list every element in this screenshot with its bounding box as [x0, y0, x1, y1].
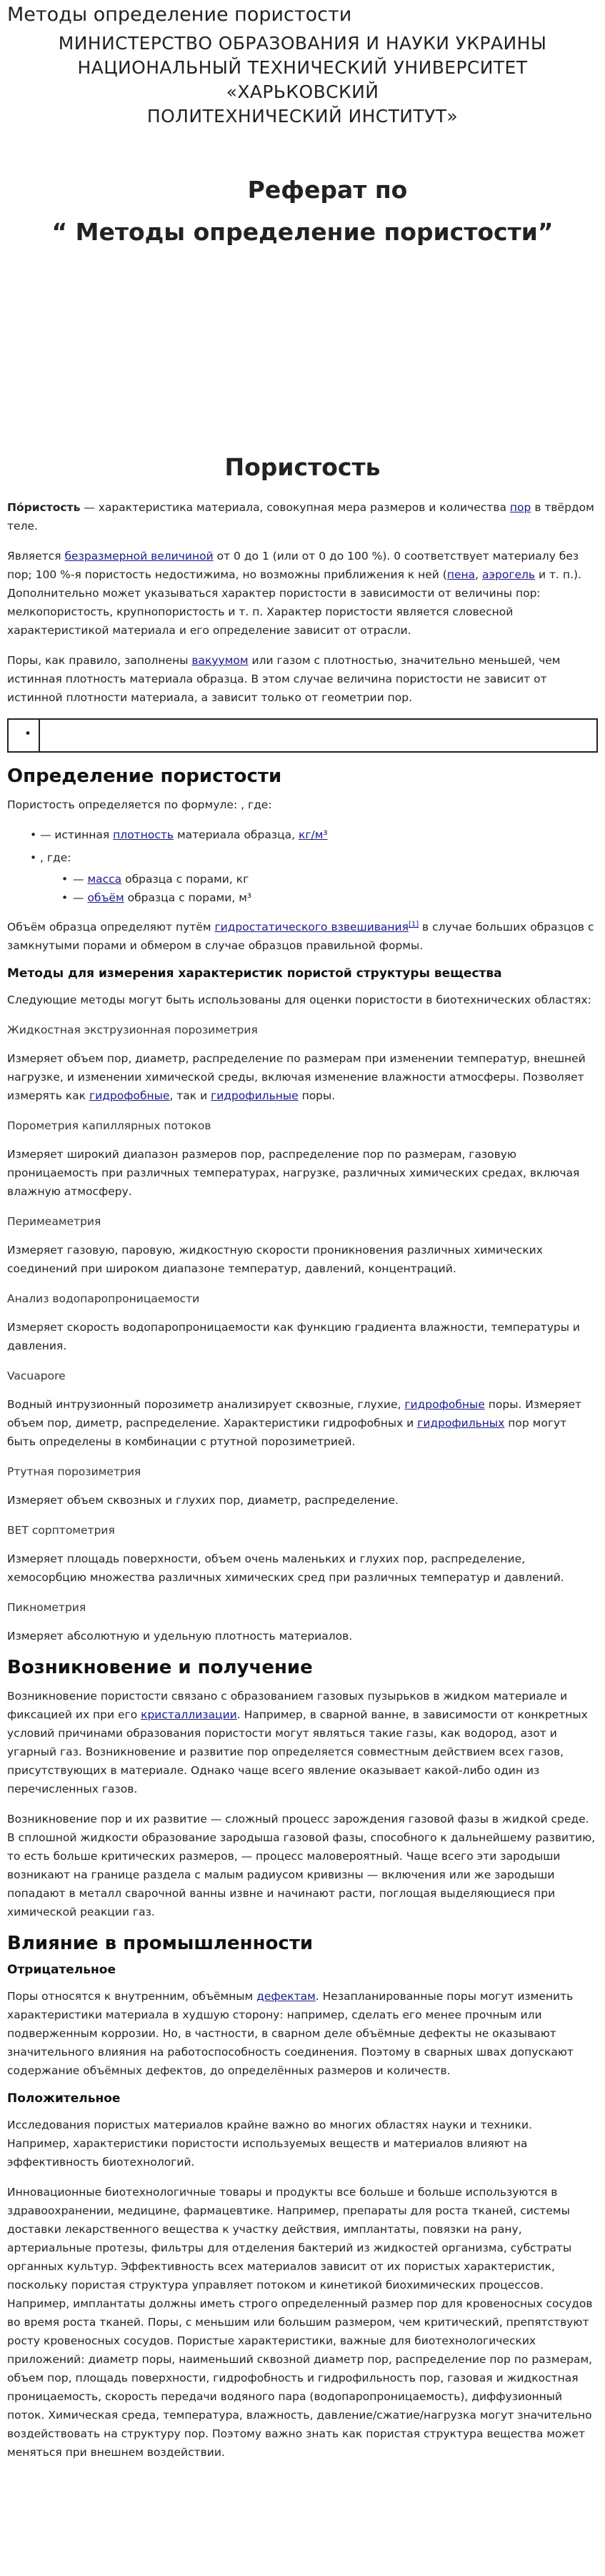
link-mass[interactable]: масса [87, 873, 122, 886]
link-hydrophobic[interactable]: гидрофобные [89, 1089, 170, 1103]
method-description: Измеряет абсолютную и удельную плотность материалов. [7, 1630, 353, 1643]
positive-paragraph-1: Исследования пористых материалов крайне важно во многих областях науки и техники. Например, характеристики пористости используемых веществ и материалов влияют на эффективность биотехнологий. [7, 2119, 532, 2169]
negative-paragraph [7, 1987, 598, 2080]
table-divider [39, 720, 40, 751]
method-description: Измеряет широкий диапазон размеров пор, распределение пор по размерам, газовую проницаемость при различных температурах, нагрузке, различных химических средах, включая влажную атмосферу. [7, 1148, 580, 1199]
origin-heading: Возникновение и получение [7, 1657, 313, 1679]
text-span: в случае больших образцов с замкнутыми порами и обмером в случае образцов правильной формы. [7, 921, 594, 953]
list-item [40, 848, 598, 907]
method-title: Анализ водопаропроницаемости [7, 1292, 200, 1306]
footnote-link[interactable]: [1] [408, 921, 419, 928]
text-span: Возникновение пористости связано с образованием газовых пузырьков в жидком материале и фиксацией их при его [7, 1690, 568, 1722]
text-span: — [73, 891, 88, 904]
porosity-heading: Пористость [224, 453, 381, 481]
method-description [7, 1049, 598, 1105]
report-label: Реферат по [247, 176, 408, 204]
method-title: BET сорптометрия [7, 1524, 115, 1537]
text-span: , где: [40, 851, 71, 864]
list-item [73, 870, 598, 888]
text-span: Поры, как правило, заполнены [7, 654, 192, 667]
text-span: Объём образца определяют путём [7, 921, 215, 934]
text-span: материала образца, [174, 828, 299, 841]
text-span: или газом с плотностью, значительно меньшей, чем истинная плотность материала образца. В этом случае величина пористости не зависит от истинной плотности материала, а зависит только от геометрии пор. [7, 654, 561, 704]
link-aerogel[interactable]: аэрогель [482, 568, 536, 581]
link-volume[interactable]: объём [87, 891, 124, 904]
link-crystallization[interactable]: кристаллизации [141, 1708, 237, 1722]
link-vacuum[interactable]: вакуумом [191, 654, 249, 667]
link-dimensionless[interactable]: безразмерной величиной [64, 550, 214, 563]
porosity-term: По́ристость [7, 501, 81, 514]
positive-subheading: Положительное [7, 2091, 121, 2106]
text-span: — [73, 873, 88, 886]
method-title: Ртутная порозиметрия [7, 1465, 141, 1479]
industry-heading: Влияние в промышленности [7, 1933, 314, 1955]
formula-table [7, 718, 598, 753]
link-kg-m3[interactable]: кг/м³ [298, 828, 328, 841]
method-description [7, 1395, 598, 1451]
porosity-paragraph-3 [7, 651, 598, 707]
link-foam[interactable]: пена [446, 568, 476, 581]
text-span: и т. п.). Дополнительно может указываться характер пористости в зависимости от величины пор: мелкопористость, крупнопористость и т. п. Характер пористости является словесной характеристикой материала и его определение зависит от отрасли. [7, 568, 581, 637]
text-span: , так и [169, 1089, 211, 1103]
text-span: поры. [298, 1089, 336, 1103]
method-title: Vacuapore [7, 1369, 66, 1383]
link-hydrophilic[interactable]: гидрофильных [417, 1417, 505, 1430]
method-description: Измеряет площадь поверхности, объем очень маленьких и глухих пор, распределение, хемосорбцию множества различных химических сред при различных температур и давлений. [7, 1552, 564, 1585]
porosity-paragraph-1 [7, 498, 598, 535]
origin-paragraph-1 [7, 1687, 598, 1798]
link-density[interactable]: плотность [113, 828, 174, 841]
list-item [73, 888, 598, 907]
text-span: в твёрдом теле. [7, 501, 594, 532]
text-span: Является [7, 550, 65, 563]
link-pores[interactable]: пор [509, 501, 531, 514]
text-span: — характеристика материала, совокупная мера размеров и количества [80, 501, 510, 514]
method-title: Перимеаметрия [7, 1215, 101, 1229]
text-span: от 0 до 1 (или от 0 до 100 %). 0 соответствует материалу без пор; 100 %-я пористость недостижима, но возможны приближения к ней ( [7, 550, 579, 581]
methods-intro: Следующие методы могут быть использованы для оценки пористости в биотехнических областях: [7, 994, 591, 1007]
text-span: пор могут быть определены в комбинации с ртутной порозиметрией. [7, 1417, 567, 1449]
list-item [40, 826, 598, 844]
institution-line-3: ПОЛИТЕХНИЧЕСКИЙ ИНСТИТУТ» [146, 106, 459, 127]
link-defects[interactable]: дефектам [256, 1990, 316, 2003]
text-span: Измеряет объем пор, диаметр, распределение по размерам при изменении температур, внешней нагрузке, и изменении химической среды, включая изменение влажности атмосферы. Позволяет измерять как [7, 1052, 586, 1103]
text-span: . Незапланированные поры могут изменить характеристики материала в худшую сторону: например, сделать его менее прочным или подверженным коррозии. Но, в частности, в сварном деле объёмные дефекты не оказывают значительного влияния на работоспособность соединения. Поэтому в сварных швах допускают содержание объёмных дефектов, до определённых размеров и количеств. [7, 1990, 574, 2078]
report-topic: “ Методы определение пористости” [51, 218, 554, 246]
formula-legend-list [7, 826, 598, 907]
method-title: Пикнометрия [7, 1601, 86, 1615]
method-description: Измеряет газовую, паровую, жидкостную скорости проникновения различных химических соединений при широком диапазоне температур, давлений, концентраций. [7, 1244, 543, 1276]
text-span: Поры относятся к внутренним, объёмным [7, 1990, 257, 2003]
definition-intro: Пористость определяется по формуле: , где: [7, 798, 272, 811]
volume-paragraph [7, 916, 598, 955]
methods-heading: Методы для измерения характеристик пористой структуры вещества [7, 966, 502, 981]
definition-heading: Определение пористости [7, 766, 282, 787]
institution-line-1: МИНИСТЕРСТВО ОБРАЗОВАНИЯ И НАУКИ УКРАИНЫ [58, 33, 547, 54]
method-description: Измеряет объем сквозных и глухих пор, диаметр, распределение. [7, 1494, 399, 1507]
bullet-icon: • [24, 727, 32, 741]
positive-paragraph-2: Инновационные биотехнологичные товары и продукты все больше и больше используются в здравоохранении, медицине, фармацевтике. Например, препараты для роста тканей, системы доставки лекарственного вещества к участку действия, имплантаты, повязки на рану, артериальные протезы, фильтры для отделения бактерий из жидкостей организма, субстраты органных культур. Эффективность всех материалов зависит от их пористых характеристик, поскольку пористая структура управляет потоком и кинетикой биохимических процессов. Например, имплантаты должны иметь строго определенный размер пор для кровеносных сосудов во время роста тканей. Поры, с меньшим или большим размером, чем критический, препятствуют росту кровеносных сосудов. Пористые характеристики, важные для биотехнологических приложений: диаметр поры, наименьший сквозной диаметр пор, распределение пор по размерам, объем пор, площадь поверхности, гидрофобность и гидрофильность пор, газовая и жидкостная проницаемость, скорость передачи водяного пара (водопаропроницаемость), диффузионный поток. Химическая среда, температура, влажность, давление/сжатие/нагрузка могут значительно воздействовать на структуру пор. Поэтому важно знать как пористая структура вещества может меняться при внешнем воздействии. [7, 2186, 593, 2459]
origin-paragraph-2: Возникновение пор и их развитие — сложный процесс зарождения газовой фазы в жидкой среде. В сплошной жидкости образование зародыша газовой фазы, способного к дальнейшему развитию, то есть больше критических размеров, — процесс маловероятный. Чаще всего эти зародыши возникают на границе раздела с малым радиусом кривизны — включения или же зародыши попадают в металл сварочной ванны извне и начинают расти, поглощая выделяющиеся при химической реакции газ. [7, 1813, 596, 1919]
text-span: — истинная [40, 828, 114, 841]
method-title: Жидкостная экструзионная порозиметрия [7, 1024, 258, 1037]
link-hydrophobic[interactable]: гидрофобные [404, 1398, 485, 1412]
method-title: Порометрия капиллярных потоков [7, 1119, 211, 1133]
negative-subheading: Отрицательное [7, 1963, 116, 1978]
text-span: . Например, в сварной ванне, в зависимости от конкретных условий причинами образования пористости могут являться такие газы, как водород, азот и угарный газ. Возникновение и развитие пор определяется совместным действием всех газов, присутствующих в материале. Однако чаще всего явление оказывает какой-либо один из перечисленных газов. [7, 1708, 588, 1796]
text-span: Водный интрузионный порозиметр анализирует сквозные, глухие, [7, 1398, 405, 1412]
document-title: Методы определение пористости [7, 4, 352, 26]
text-span: образца с порами, м³ [124, 891, 252, 904]
text-span: поры. Измеряет объем пор, диметр, распределение. Характеристики гидрофобных и [7, 1398, 582, 1430]
text-span: образца с порами, кг [121, 873, 249, 886]
sub-list [40, 870, 598, 907]
title-page-spacer [7, 246, 598, 453]
method-description: Измеряет скорость водопаропроницаемости как функцию градиента влажности, температуры и давления. [7, 1321, 580, 1353]
institution-line-2: НАЦИОНАЛЬНЫЙ ТЕХНИЧЕСКИЙ УНИВЕРСИТЕТ «ХАРЬКОВСКИЙ [77, 57, 528, 102]
porosity-paragraph-2 [7, 547, 598, 640]
link-hydrostatic-weighing[interactable]: гидростатического взвешивания [214, 921, 409, 934]
link-hydrophilic[interactable]: гидрофильные [211, 1089, 299, 1103]
text-span: , [475, 568, 483, 581]
